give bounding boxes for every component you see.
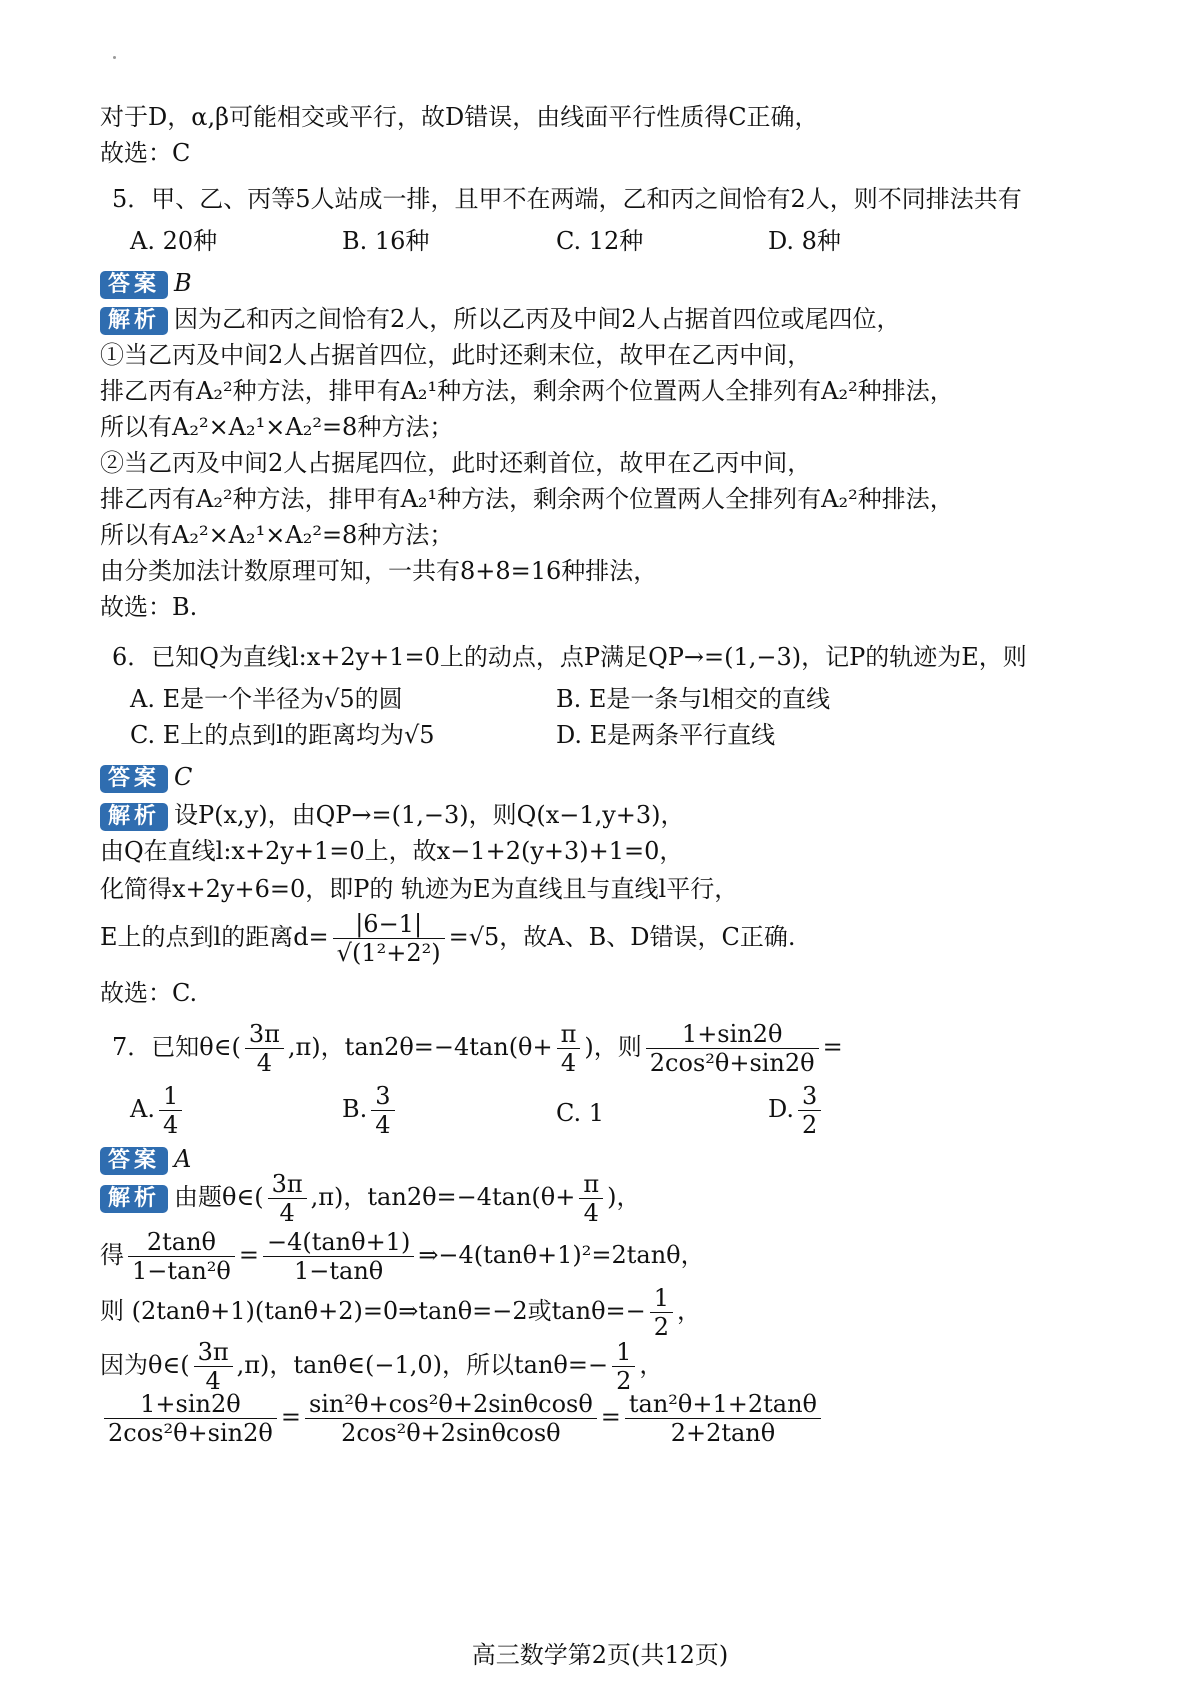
option-d: D. 8种: [768, 227, 841, 255]
fraction: [650, 1284, 673, 1341]
numerator: 3: [798, 1082, 821, 1111]
answer-row: [100, 266, 192, 300]
numerator: π: [579, 1170, 603, 1199]
text-line: ②当乙丙及中间2人占据尾四位，此时还剩首位，故甲在乙丙中间，: [100, 449, 812, 477]
numerator: 1: [159, 1082, 182, 1111]
text-line: 排乙丙有A₂²种方法，排甲有A₂¹种方法，剩余两个位置两人全排列有A₂²种排法，: [100, 485, 954, 513]
text-segment: ⇒−4(tanθ+1)²=2tanθ，: [418, 1241, 705, 1269]
text-segment: =: [238, 1241, 259, 1269]
text-segment: ，: [639, 1351, 664, 1379]
text-line: 排乙丙有A₂²种方法，排甲有A₂¹种方法，剩余两个位置两人全排列有A₂²种排法，: [100, 377, 954, 405]
answer-badge: 答案: [100, 765, 168, 793]
analysis-badge: 解析: [100, 307, 168, 335]
option-c: C. 12种: [556, 227, 644, 255]
equals-sign: =: [600, 1403, 621, 1431]
numerator: 1: [612, 1338, 635, 1367]
option-label: A.: [130, 1095, 155, 1123]
fraction: [159, 1082, 182, 1139]
fraction: [371, 1082, 394, 1139]
denominator: √(1²+2²): [336, 939, 441, 967]
text-line: 因为乙和丙之间恰有2人，所以乙丙及中间2人占据首四位或尾四位，: [174, 305, 901, 333]
denominator: 4: [583, 1199, 599, 1227]
fraction: [557, 1020, 581, 1077]
denominator: 2: [616, 1367, 632, 1395]
text-line: 由Q在直线l:x+2y+1=0上，故x−1+2(y+3)+1=0，: [100, 837, 684, 865]
scan-dot: [113, 56, 116, 59]
numerator: 3π: [268, 1170, 307, 1199]
denominator: 2cos²θ+sin2θ: [649, 1049, 815, 1077]
denominator: 4: [256, 1049, 273, 1077]
denominator: 1−tan²θ: [132, 1257, 231, 1285]
text-segment: 由题θ∈(: [174, 1183, 264, 1211]
text-line: 所以有A₂²×A₂¹×A₂²=8种方法；: [100, 521, 454, 549]
question-6: 6．已知Q为直线l:x+2y+1=0上的动点，点P满足QP→=(1,−3)，记P的轨迹为E，则: [112, 643, 1027, 671]
option-label: D.: [768, 1095, 795, 1123]
numerator: 2tanθ: [128, 1228, 235, 1257]
analysis-badge: 解析: [100, 1185, 168, 1213]
text-segment: )，: [607, 1183, 641, 1211]
text-segment: E上的点到l的距离d=: [100, 923, 329, 951]
numerator: 1+sin2θ: [104, 1390, 277, 1419]
numerator: π: [557, 1020, 581, 1049]
text-line: [100, 1228, 705, 1285]
text-line: [100, 1390, 825, 1447]
denominator: 2+2tanθ: [670, 1419, 776, 1447]
denominator: 2: [802, 1111, 818, 1139]
denominator: 2cos²θ+2sinθcosθ: [341, 1419, 561, 1447]
text-line: [100, 1338, 663, 1395]
text-line: 所以有A₂²×A₂¹×A₂²=8种方法；: [100, 413, 454, 441]
text-line: 设P(x,y)，由QP→=(1,−3)，则Q(x−1,y+3)，: [174, 801, 685, 829]
text-segment: ,π)，tan2θ=−4tan(θ+: [310, 1183, 576, 1211]
numerator: 1+sin2θ: [646, 1020, 819, 1049]
text-line: 化简得x+2y+6=0，即P的 轨迹为E为直线且与直线l平行，: [100, 875, 739, 903]
answer-value: A: [174, 1145, 192, 1173]
denominator: 2cos²θ+sin2θ: [108, 1419, 273, 1447]
fraction: [798, 1082, 821, 1139]
text-segment: =: [822, 1033, 843, 1061]
text-line: 故选：C: [100, 139, 191, 167]
fraction: [305, 1390, 597, 1447]
answer-badge: 答案: [100, 271, 168, 299]
option-a: [130, 1082, 186, 1139]
denominator: 4: [205, 1367, 221, 1395]
text-line: 由分类加法计数原理可知，一共有8+8=16种排法，: [100, 557, 658, 585]
text-segment: =√5，故A、B、D错误，C正确.: [448, 923, 796, 951]
option-a: A. 20种: [130, 227, 218, 255]
text-segment: 7．已知θ∈(: [112, 1033, 241, 1061]
denominator: 2: [653, 1313, 670, 1341]
text-line: [100, 1284, 701, 1341]
text-line: 故选：C.: [100, 979, 198, 1007]
option-a: A. E是一个半径为√5的圆: [130, 685, 403, 713]
answer-badge: 答案: [100, 1147, 168, 1175]
analysis-row: [100, 798, 685, 832]
fraction: [194, 1338, 233, 1395]
fraction: [104, 1390, 277, 1447]
answer-row: [100, 760, 192, 794]
numerator: −4(tanθ+1): [263, 1228, 414, 1257]
denominator: 4: [375, 1111, 391, 1139]
denominator: 1−tanθ: [294, 1257, 384, 1285]
option-d: [768, 1082, 825, 1139]
analysis-badge: 解析: [100, 803, 168, 831]
text-segment: )，则: [584, 1033, 642, 1061]
option-c: [556, 1096, 604, 1130]
text-segment: ,π)，tanθ∈(−1,0)，所以tanθ=−: [236, 1351, 609, 1379]
distance-formula-line: [100, 910, 795, 967]
fraction: [625, 1390, 821, 1447]
option-label: C. 1: [556, 1099, 605, 1127]
numerator: 3: [371, 1082, 394, 1111]
fraction: [128, 1228, 235, 1285]
fraction: [579, 1170, 603, 1227]
denominator: 4: [560, 1049, 577, 1077]
text-segment: 则 (2tanθ+1)(tanθ+2)=0⇒tanθ=−2或tanθ=−: [100, 1297, 646, 1325]
text-line: ①当乙丙及中间2人占据首四位，此时还剩末位，故甲在乙丙中间，: [100, 341, 812, 369]
analysis-row: [100, 1170, 641, 1227]
text-segment: 得: [100, 1241, 124, 1269]
text-segment: ,π)，tan2θ=−4tan(θ+: [287, 1033, 553, 1061]
text-line: 故选：B.: [100, 593, 198, 621]
option-d: D. E是两条平行直线: [556, 721, 776, 749]
fraction: [263, 1228, 414, 1285]
fraction: [646, 1020, 819, 1077]
option-b: B. 16种: [342, 227, 430, 255]
answer-value: B: [174, 269, 192, 297]
fraction: [245, 1020, 284, 1077]
option-label: B.: [342, 1095, 368, 1123]
question-7: [112, 1020, 843, 1077]
option-b: [342, 1082, 399, 1139]
denominator: 4: [162, 1111, 179, 1139]
fraction: [333, 910, 445, 967]
text-segment: 因为θ∈(: [100, 1351, 190, 1379]
equals-sign: =: [280, 1403, 301, 1431]
page-footer: 高三数学第2页(共12页): [471, 1641, 729, 1669]
text-line: 对于D，α,β可能相交或平行，故D错误，由线面平行性质得C正确，: [100, 103, 819, 131]
numerator: tan²θ+1+2tanθ: [625, 1390, 821, 1419]
text-segment: ，: [677, 1297, 702, 1325]
numerator: 3π: [245, 1020, 284, 1049]
analysis-row: [100, 302, 901, 336]
fraction: [268, 1170, 307, 1227]
fraction: [612, 1338, 635, 1395]
numerator: 1: [650, 1284, 673, 1313]
numerator: 3π: [194, 1338, 233, 1367]
answer-value: C: [174, 763, 193, 791]
option-c: C. E上的点到l的距离均为√5: [130, 721, 435, 749]
numerator: sin²θ+cos²θ+2sinθcosθ: [305, 1390, 597, 1419]
question-5: 5．甲、乙、丙等5人站成一排，且甲不在两端，乙和丙之间恰有2人，则不同排法共有: [112, 185, 1022, 213]
numerator: |6−1|: [333, 910, 445, 939]
option-b: B. E是一条与l相交的直线: [556, 685, 831, 713]
denominator: 4: [279, 1199, 295, 1227]
